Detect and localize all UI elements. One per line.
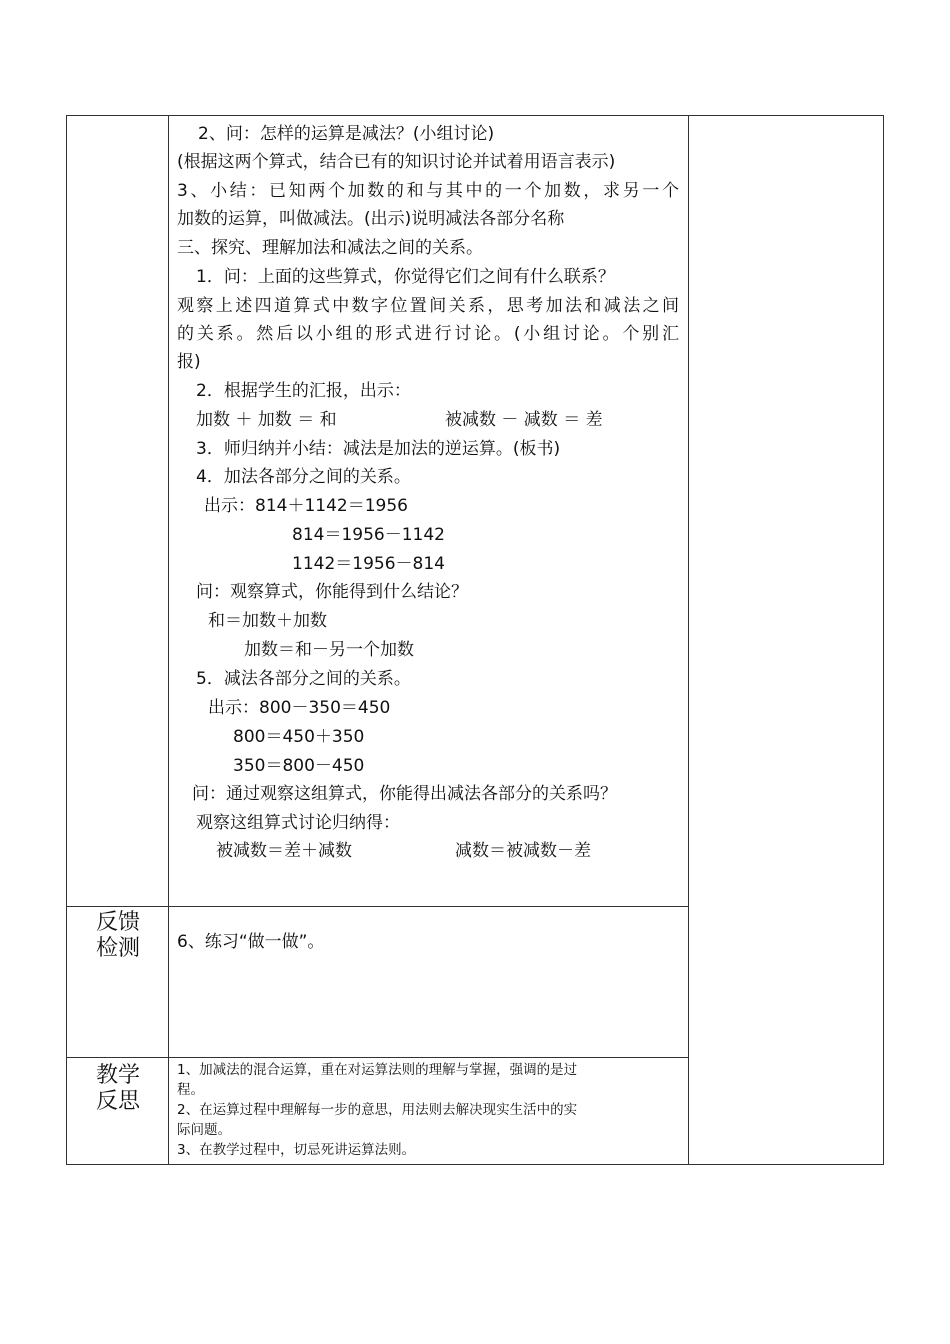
equation: 和＝加数＋加数 bbox=[208, 611, 327, 631]
reflection-label bbox=[68, 1063, 168, 1115]
formula-addition-names: 加数 ＋ 加数 ＝ 和 bbox=[196, 410, 337, 430]
table-left-border bbox=[66, 115, 67, 1165]
equation: 被减数＝差＋减数 bbox=[216, 841, 352, 861]
text-line: 2、问：怎样的运算是减法？(小组讨论) bbox=[198, 124, 495, 144]
text-line: 报) bbox=[177, 352, 201, 372]
section-heading: 三、探究、理解加法和减法之间的关系。 bbox=[177, 238, 483, 258]
equation: 814＝1956－1142 bbox=[292, 525, 445, 545]
text-line: 3、小结：已知两个加数的和与其中的一个加数，求另一个 bbox=[177, 181, 679, 201]
reflection-line: 程。 bbox=[177, 1082, 204, 1098]
text-line: 观察这组算式讨论归纳得： bbox=[196, 813, 400, 833]
text-line: 1．问：上面的这些算式，你觉得它们之间有什么联系？ bbox=[196, 267, 615, 287]
table-top-border bbox=[66, 115, 884, 116]
equation: 出示：800－350＝450 bbox=[208, 698, 391, 718]
reflection-label-line1: 教学 bbox=[95, 1063, 140, 1088]
equation: 出示：814＋1142＝1956 bbox=[204, 496, 408, 516]
reflection-line: 3、在教学过程中，切忌死讲运算法则。 bbox=[177, 1142, 416, 1158]
equation: 1142＝1956－814 bbox=[292, 554, 445, 574]
feedback-label bbox=[68, 910, 168, 962]
equation: 加数＝和－另一个加数 bbox=[244, 640, 414, 660]
text-line: (根据这两个算式，结合已有的知识讨论并试着用语言表示) bbox=[177, 152, 616, 172]
text-line: 2．根据学生的汇报，出示： bbox=[196, 381, 411, 401]
text-line: 加数的运算，叫做减法。(出示)说明减法各部分名称 bbox=[177, 209, 565, 229]
reflection-line: 1、加减法的混合运算，重在对运算法则的理解与掌握，强调的是过 bbox=[177, 1062, 578, 1078]
text-line: 问：观察算式，你能得到什么结论？ bbox=[196, 582, 468, 602]
text-line: 的关系。然后以小组的形式进行讨论。(小组讨论。个别汇 bbox=[177, 324, 679, 344]
reflection-row-top-border bbox=[66, 1057, 689, 1058]
equation: 350＝800－450 bbox=[233, 756, 365, 776]
feedback-label-line1: 反馈 bbox=[95, 910, 140, 935]
reflection-line: 2、在运算过程中理解每一步的意思，用法则去解决现实生活中的实 bbox=[177, 1102, 578, 1118]
content-column-divider bbox=[688, 115, 689, 1165]
equation: 800＝450＋350 bbox=[233, 727, 365, 747]
reflection-label-line2: 反思 bbox=[95, 1089, 140, 1114]
feedback-content: 6、练习“做一做”。 bbox=[177, 932, 325, 952]
text-line: 3．师归纳并小结：减法是加法的逆运算。(板书) bbox=[196, 439, 561, 459]
label-column-divider bbox=[168, 115, 169, 1165]
table-right-border bbox=[883, 115, 884, 1165]
feedback-row-top-border bbox=[66, 906, 689, 907]
text-line: 观察上述四道算式中数字位置间关系，思考加法和减法之间 bbox=[177, 296, 679, 316]
reflection-line: 际问题。 bbox=[177, 1122, 231, 1138]
table-bottom-border bbox=[66, 1164, 884, 1165]
text-line: 问：通过观察这组算式，你能得出减法各部分的关系吗？ bbox=[192, 784, 617, 804]
feedback-label-line2: 检测 bbox=[95, 936, 140, 961]
text-line: 4．加法各部分之间的关系。 bbox=[196, 467, 411, 487]
text-line: 5．减法各部分之间的关系。 bbox=[196, 669, 411, 689]
equation: 减数＝被减数－差 bbox=[455, 841, 591, 861]
formula-subtraction-names: 被减数 － 减数 ＝ 差 bbox=[445, 410, 603, 430]
